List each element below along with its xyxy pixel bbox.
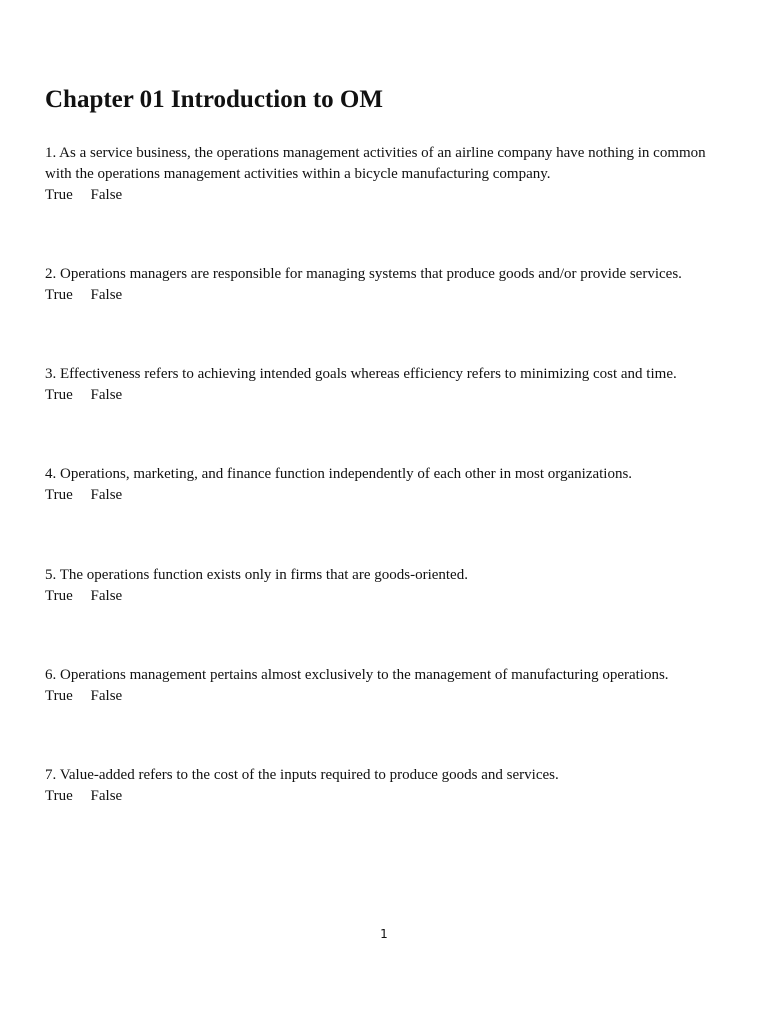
question-text: 2. Operations managers are responsible for managing systems that produce goods and/or provide services.: [45, 266, 682, 282]
option-true: True: [45, 588, 73, 604]
option-true: True: [45, 387, 73, 403]
answer-options: [45, 485, 725, 506]
option-true: True: [45, 487, 73, 503]
question-text: 1. As a service business, the operations management activities of an airline company have nothing in common with the operations management activities within a bicycle manufacturing company.: [45, 145, 706, 182]
option-false: False: [90, 688, 123, 704]
question-6: [45, 665, 725, 707]
question-text: 5. The operations function exists only in firms that are goods-oriented.: [45, 567, 468, 583]
option-false: False: [90, 387, 123, 403]
question-text: 3. Effectiveness refers to achieving intended goals whereas efficiency refers to minimizing cost and time.: [45, 366, 677, 382]
option-true: True: [45, 688, 73, 704]
option-false: False: [90, 788, 123, 804]
question-text: 4. Operations, marketing, and finance function independently of each other in most organizations.: [45, 466, 633, 482]
option-false: False: [90, 588, 123, 604]
question-3: [45, 364, 725, 406]
answer-options: [45, 285, 725, 306]
option-true: True: [45, 287, 73, 303]
question-5: [45, 565, 725, 607]
question-1: [45, 143, 725, 206]
question-4: [45, 464, 725, 506]
question-text: 7. Value-added refers to the cost of the inputs required to produce goods and services.: [45, 767, 559, 783]
question-text: 6. Operations management pertains almost exclusively to the management of manufacturing operations.: [45, 667, 669, 683]
question-2: [45, 264, 725, 306]
chapter-title: Chapter 01 Introduction to OM: [45, 86, 383, 113]
option-false: False: [90, 287, 123, 303]
answer-options: [45, 686, 725, 707]
option-false: False: [90, 187, 123, 203]
option-true: True: [45, 788, 73, 804]
option-true: True: [45, 187, 73, 203]
answer-options: [45, 185, 725, 206]
answer-options: [45, 385, 725, 406]
question-7: [45, 765, 725, 807]
page-number: 1: [380, 927, 388, 941]
option-false: False: [90, 487, 123, 503]
answer-options: [45, 586, 725, 607]
answer-options: [45, 786, 725, 807]
